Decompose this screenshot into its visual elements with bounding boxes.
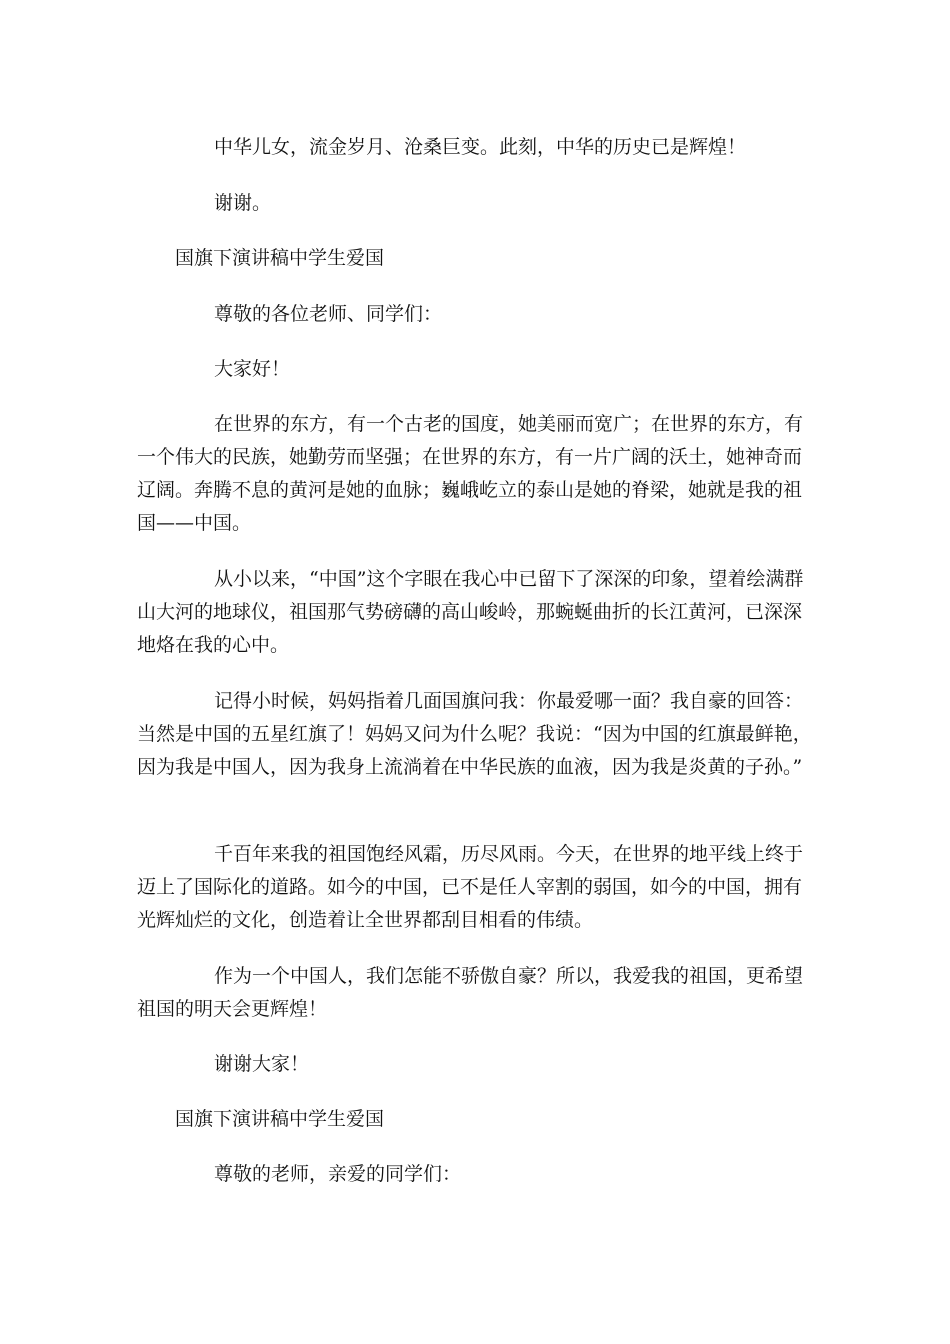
paragraph-east: 在世界的东方，有一个古老的国度，她美丽而宽广；在世界的东方，有一个伟大的民族，她勤劳而坚强；在世界的东方，有一片广阔的沃土，她神奇而辽阔。奔腾不息的黄河是她的血脉；巍峨屹立的泰山是她的脊梁，她就是我的祖国——中国。: [137, 413, 804, 534]
paragraph-greeting: 大家好！: [214, 358, 291, 380]
paragraph-history: 千百年来我的祖国饱经风霜，历尽风雨。今天，在世界的地平线上终于迈上了国际化的道路。如今的中国，已不是任人宰割的弱国，如今的中国，拥有光辉灿烂的文化，创造着让全世界都刮目相看的伟绩。: [137, 843, 804, 931]
paragraph-childhood-impression: 从小以来，“中国”这个字眼在我心中已留下了深深的印象，望着绘满群山大河的地球仪，祖国那气势磅礴的高山峻岭，那蜿蜒曲折的长江黄河，已深深地烙在我的心中。: [137, 568, 804, 656]
paragraph-closing-line: 中华儿女，流金岁月、沧桑巨变。此刻，中华的历史已是辉煌！: [214, 136, 747, 158]
paragraph-thanks: 谢谢。: [214, 192, 272, 214]
paragraph-pride: 作为一个中国人，我们怎能不骄傲自豪？所以，我爱我的祖国，更希望祖国的明天会更辉煌！: [137, 965, 804, 1020]
paragraph-flag-memory: 记得小时候，妈妈指着几面国旗问我：你最爱哪一面？我自豪的回答：当然是中国的五星红旗了！妈妈又问为什么呢？我说：“因为中国的红旗最鲜艳，因为我是中国人，因为我身上流淌着在中华民族的血液，因为我是炎黄的子孙。”: [137, 690, 812, 778]
paragraph-salutation-2: 尊敬的老师，亲爱的同学们：: [214, 1163, 462, 1185]
paragraph-thanks-all: 谢谢大家！: [214, 1053, 310, 1075]
paragraph-salutation: 尊敬的各位老师、同学们：: [214, 303, 443, 325]
section-title: 国旗下演讲稿中学生爱国: [175, 247, 385, 269]
section-title-2: 国旗下演讲稿中学生爱国: [175, 1108, 385, 1130]
